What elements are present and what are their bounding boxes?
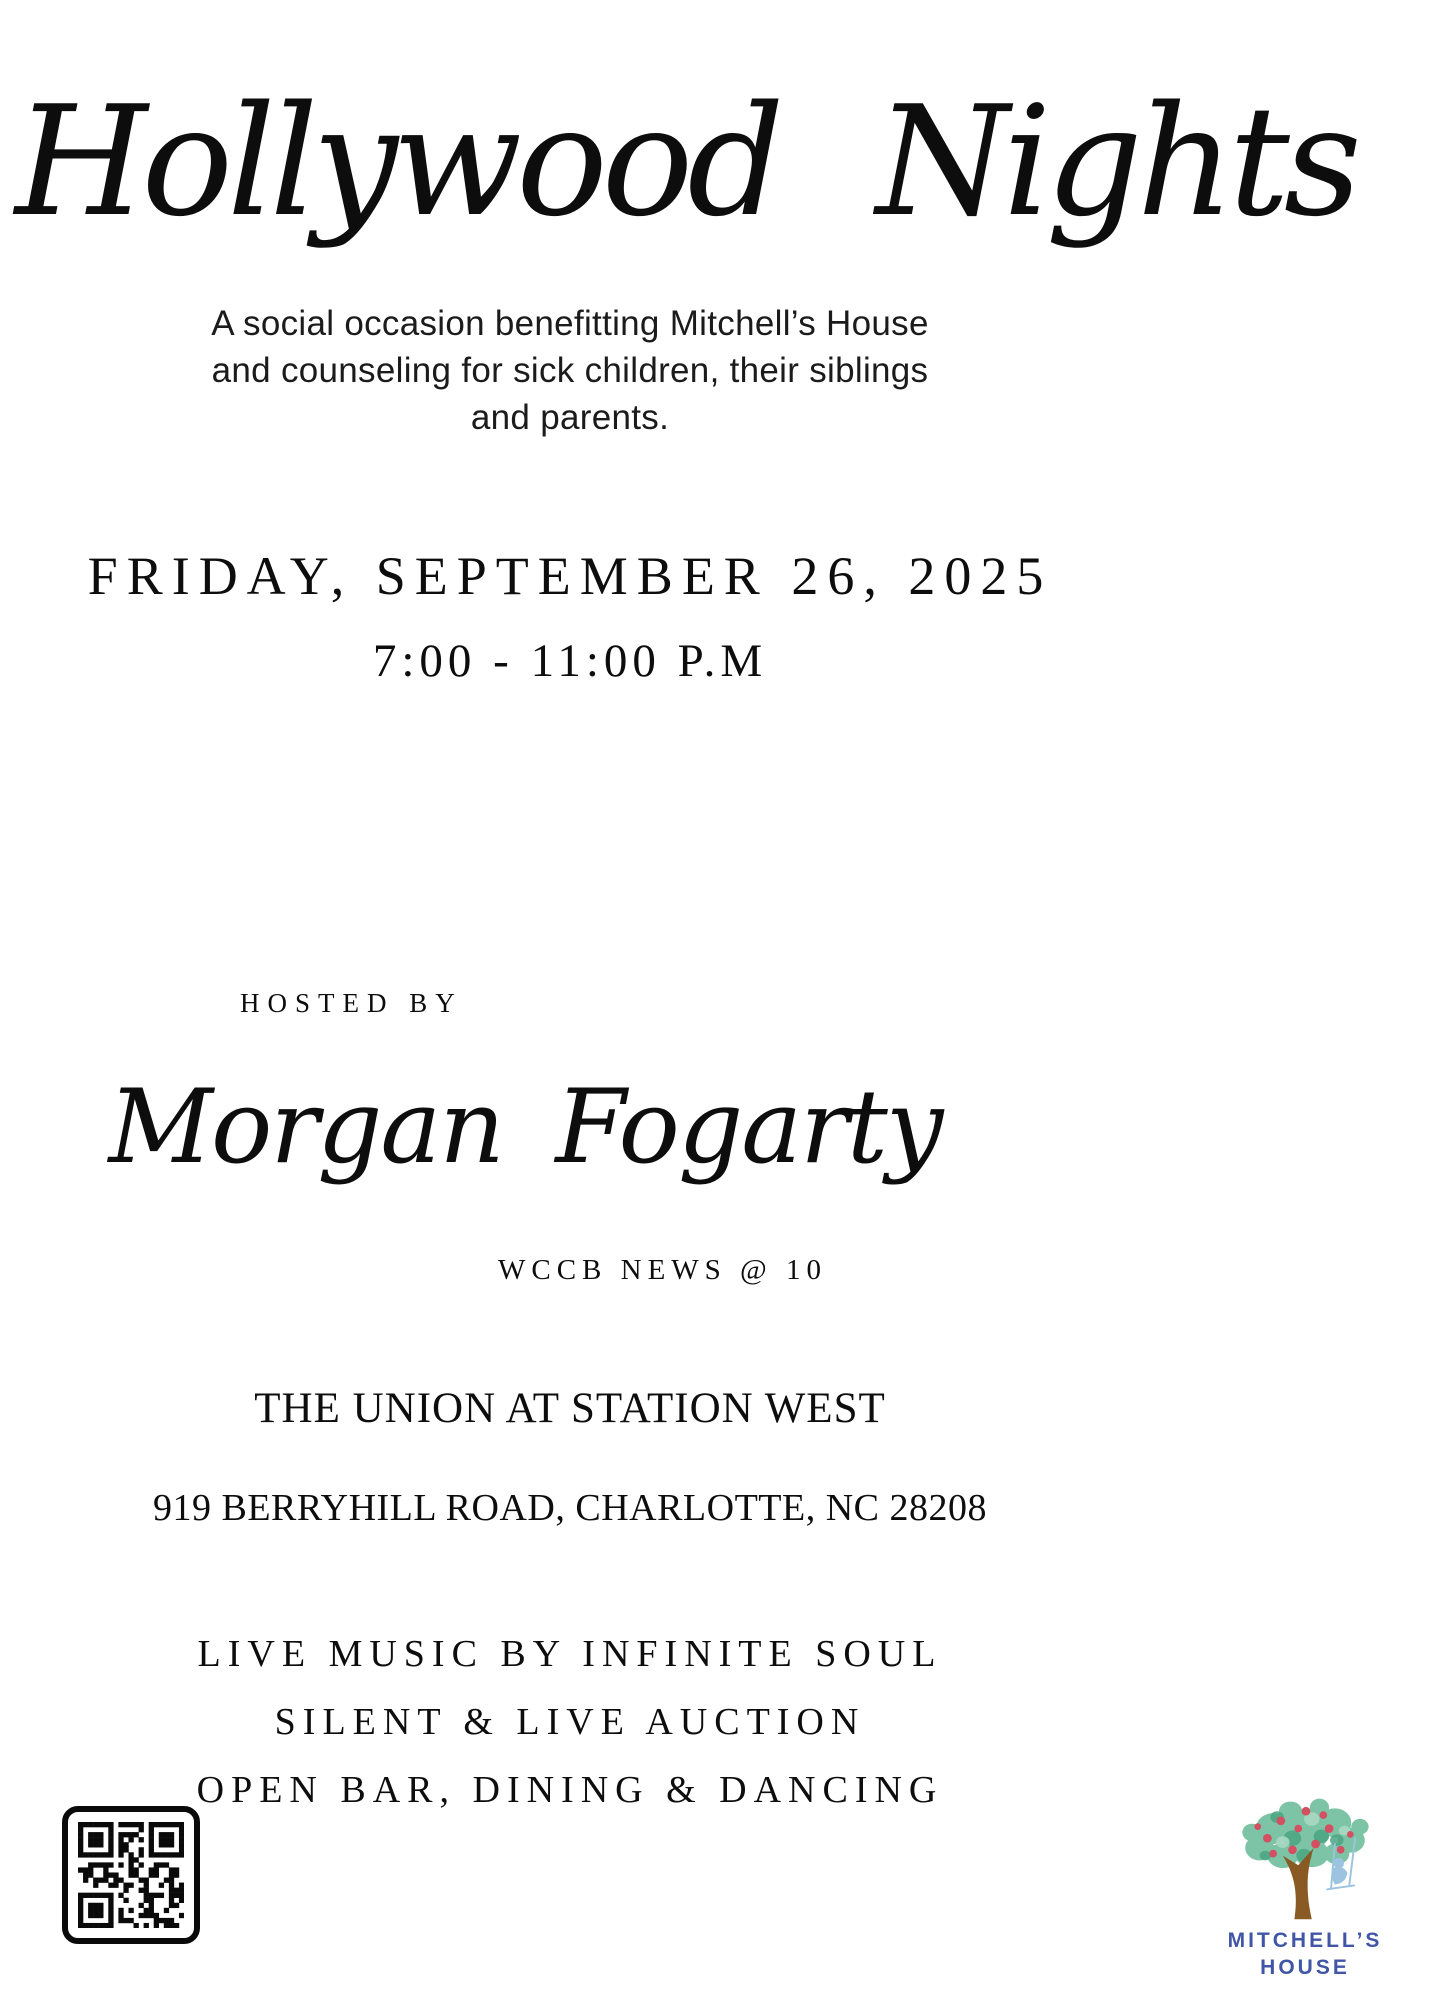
qr-code-icon xyxy=(62,1806,200,1944)
tree-with-swing-icon xyxy=(1220,1790,1390,1925)
feature-open-bar: OPEN BAR, DINING & DANCING xyxy=(196,1769,944,1811)
description-line-2: and counseling for sick children, their siblings xyxy=(211,351,929,390)
mitchells-house-logo xyxy=(1185,1790,1425,1981)
venue-name: THE UNION AT STATION WEST xyxy=(254,1385,886,1432)
logo-org-line-2: HOUSE xyxy=(1260,1956,1350,1979)
host-affiliation: WCCB NEWS @ 10 xyxy=(498,1254,828,1286)
event-time: 7:00 - 11:00 P.M xyxy=(372,635,768,687)
venue-address: 919 BERRYHILL ROAD, CHARLOTTE, NC 28208 xyxy=(152,1487,988,1529)
event-description xyxy=(15,300,1125,441)
host-name: Morgan Fogarty xyxy=(108,1068,942,1187)
hosted-by-label: HOSTED BY xyxy=(240,988,463,1018)
event-date: FRIDAY, SEPTEMBER 26, 2025 xyxy=(87,546,1053,606)
description-line-3: and parents. xyxy=(470,398,670,437)
event-title: Hollywood Nights xyxy=(15,73,1356,250)
logo-org-name xyxy=(1185,1927,1425,1981)
description-line-1: A social occasion benefitting Mitchell’s House xyxy=(211,304,929,343)
feature-live-music: LIVE MUSIC BY INFINITE SOUL xyxy=(197,1633,943,1675)
feature-auction: SILENT & LIVE AUCTION xyxy=(274,1701,866,1743)
logo-org-line-1: MITCHELL’S xyxy=(1227,1929,1383,1952)
event-features xyxy=(15,1620,1125,1824)
